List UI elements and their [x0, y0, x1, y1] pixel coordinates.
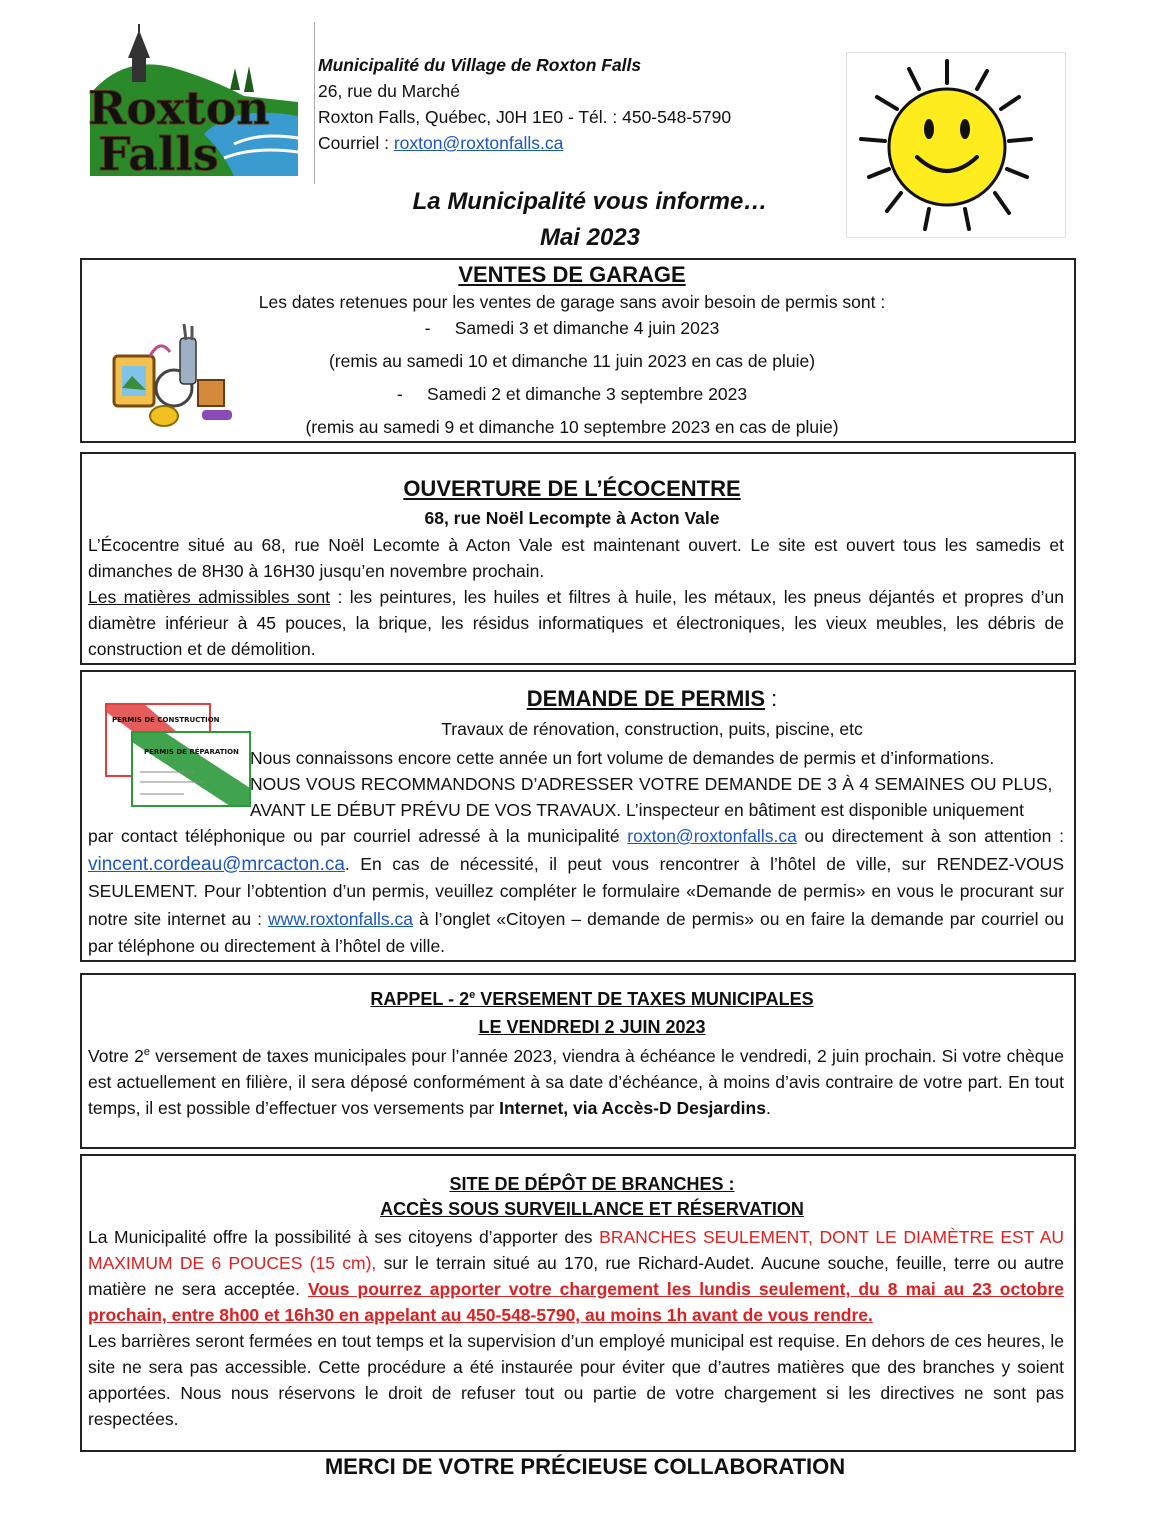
permit-section [80, 670, 1076, 962]
branches-section [80, 1154, 1076, 1452]
garage-sale-title: VENTES DE GARAGE [458, 262, 686, 287]
permit-form-label-2: PERMIS DE RÉPARATION [144, 748, 239, 756]
website-link[interactable]: www.roxtonfalls.ca [268, 908, 413, 929]
address-block [318, 52, 731, 156]
permit-title: DEMANDE DE PERMIS [526, 686, 766, 711]
taxes-title [82, 989, 1102, 1010]
email-label: Courriel : [318, 133, 394, 153]
svg-text:Roxton: Roxton [88, 81, 270, 135]
email-link[interactable]: roxton@roxtonfalls.ca [393, 133, 564, 153]
page-subtitle: Mai 2023 [539, 224, 641, 251]
branches-paragraph-1 [88, 1224, 1064, 1328]
page-heading [300, 184, 880, 256]
permit-email-link[interactable]: roxton@roxtonfalls.ca [627, 826, 797, 846]
header-divider [314, 22, 315, 184]
permit-subtitle: Travaux de rénovation, construction, puits, piscine, etc [441, 719, 863, 739]
svg-text:Falls: Falls [98, 127, 219, 181]
branches-text-a: La Municipalité offre la possibilité à ses citoyens d’apporter des [88, 1227, 600, 1247]
taxes-text-sup: e [143, 1046, 150, 1059]
email-line [318, 130, 731, 156]
permit-text-c: . En cas de nécessité, il peut vous rencontrer à l’hôtel de ville, sur RENDEZ-VOUS SEULEMENT. Pour l’obtention d’un permis, veuillez compléter le formulaire «Demande de permis» en vous le procurant sur notre site internet au : [88, 853, 1064, 929]
garage-sale-rain-date-1: (remis au samedi 10 et dimanche 11 juin 2023 en cas de pluie) [328, 351, 816, 371]
permit-text-b: ou directement à son attention : [796, 826, 1064, 846]
branches-text-b: sur le terrain situé au 170, rue Richard-Audet. Aucune souche, feuille, terre ou autre matière ne sera acceptée. [88, 1253, 1064, 1299]
municipality-logo [84, 24, 306, 184]
branches-size-limit: BRANCHES SEULEMENT, DONT LE DIAMÈTRE EST AU MAXIMUM DE 6 POUCES (15 cm), [88, 1227, 1064, 1273]
permit-line-1: Nous connaissons encore cette année un fort volume de demandes de permis et d’informations. [250, 748, 995, 768]
permit-line-3: AVANT LE DÉBUT PRÉVU DE VOS TRAVAUX. L’inspecteur en bâtiment est disponible uniquement [250, 800, 1024, 820]
taxes-payment-method: Internet, via Accès-D Desjardins [499, 1098, 766, 1118]
ecocentre-text [88, 532, 1064, 662]
permit-text-a: par contact téléphonique ou par courriel adressé à la municipalité [88, 826, 628, 846]
ecocentre-paragraph-2 [88, 584, 1064, 662]
permit-paragraph [88, 823, 1064, 961]
ecocentre-section [80, 452, 1076, 665]
garage-sale-intro: Les dates retenues pour les ventes de garage sans avoir besoin de permis sont : [258, 292, 886, 312]
garage-sale-rain-date-2: (remis au samedi 9 et dimanche 10 septembre 2023 en cas de pluie) [305, 417, 839, 437]
garage-sale-date-2: - Samedi 2 et dimanche 3 septembre 2023 [396, 384, 748, 404]
permit-title-suffix: : [765, 686, 778, 711]
garage-sale-section [80, 258, 1076, 443]
taxes-text-b: versement de taxes municipales pour l’année 2023, viendra à échéance le vendredi, 2 juin prochain. Si votre chèque est actuellement en filière, il sera déposé conformément à sa date d’échéance, à moins d’avis contraire de votre part. En tout temps, il est possible d’effectuer vos versements par [88, 1046, 1064, 1118]
inspector-email-link[interactable]: vincent.cordeau@mrcacton.ca [88, 853, 345, 875]
ecocentre-paragraph-1: L’Écocentre situé au 68, rue Noël Lecomte à Acton Vale est maintenant ouvert. Le site est ouvert tous les samedis et dimanches de 8H30 à 16H30 jusqu’en novembre prochain. [88, 535, 1064, 581]
branches-title-1: SITE DE DÉPÔT DE BRANCHES : [449, 1174, 735, 1194]
branches-paragraph-2: Les barrières seront fermées en tout temps et la supervision d’un employé municipal est requise. En dehors de ces heures, le site ne sera pas accessible. Cette procédure a été instaurée pour éviter que d’autres matières que des branches y soient apportées. Nous nous réservons le droit de refuser tout ou partie de votre chargement si les directives ne sont pas respectées. [88, 1331, 1064, 1429]
taxes-section [80, 973, 1076, 1149]
taxes-text-a: Votre 2 [88, 1046, 144, 1066]
taxes-text-end: . [765, 1098, 771, 1118]
ecocentre-address: 68, rue Noël Lecompte à Acton Vale [424, 508, 720, 528]
permit-text-d: à l’onglet «Citoyen – demande de permis» ou en faire la demande par courriel ou par téléphone ou directement à l’hôtel de ville. [88, 908, 1064, 956]
taxes-title-a: RAPPEL - 2 [370, 989, 470, 1009]
garage-sale-date-1: - Samedi 3 et dimanche 4 juin 2023 [424, 318, 720, 338]
permit-form-label-1: PERMIS DE CONSTRUCTION [112, 716, 220, 724]
taxes-due-date: LE VENDREDI 2 JUIN 2023 [478, 1017, 706, 1037]
materials-list: : les peintures, les huiles et filtres à huile, les métaux, les pneus déjantés et propres d’un diamètre inférieur à 45 pouces, la brique, les résidus informatiques et électroniques, les vieux meubles, les débris de construction et de démolition. [88, 587, 1064, 659]
street-address: 26, rue du Marché [318, 81, 461, 101]
branches-schedule: Vous pourrez apporter votre chargement les lundis seulement, du 8 mai au 23 octobre prochain, entre 8h00 et 16h30 en appelant au 450-548-5790, au moins 1h avant de vous rendre. [88, 1279, 1064, 1325]
footer-thanks: MERCI DE VOTRE PRÉCIEUSE COLLABORATION [324, 1454, 846, 1479]
branches-title-2: ACCÈS SOUS SURVEILLANCE ET RÉSERVATION [380, 1199, 804, 1219]
ecocentre-title: OUVERTURE DE L’ÉCOCENTRE [403, 476, 741, 501]
garage-sale-illustration [110, 322, 240, 432]
page-title: La Municipalité vous informe… [412, 188, 768, 215]
taxes-paragraph [88, 1043, 1064, 1121]
permit-intro [250, 745, 1064, 823]
materials-label: Les matières admissibles sont [88, 587, 331, 607]
permit-heading [82, 686, 1082, 712]
taxes-title-b: VERSEMENT DE TAXES MUNICIPALES [475, 989, 814, 1009]
permit-line-2: NOUS VOUS RECOMMANDONS D’ADRESSER VOTRE DEMANDE DE 3 À 4 SEMAINES OU PLUS, [250, 774, 1053, 794]
taxes-title-sup: e [469, 989, 476, 1001]
organization-name: Municipalité du Village de Roxton Falls [318, 55, 642, 75]
city-phone: Roxton Falls, Québec, J0H 1E0 - Tél. : 450-548-5790 [318, 107, 732, 127]
permit-forms-illustration [104, 702, 254, 812]
